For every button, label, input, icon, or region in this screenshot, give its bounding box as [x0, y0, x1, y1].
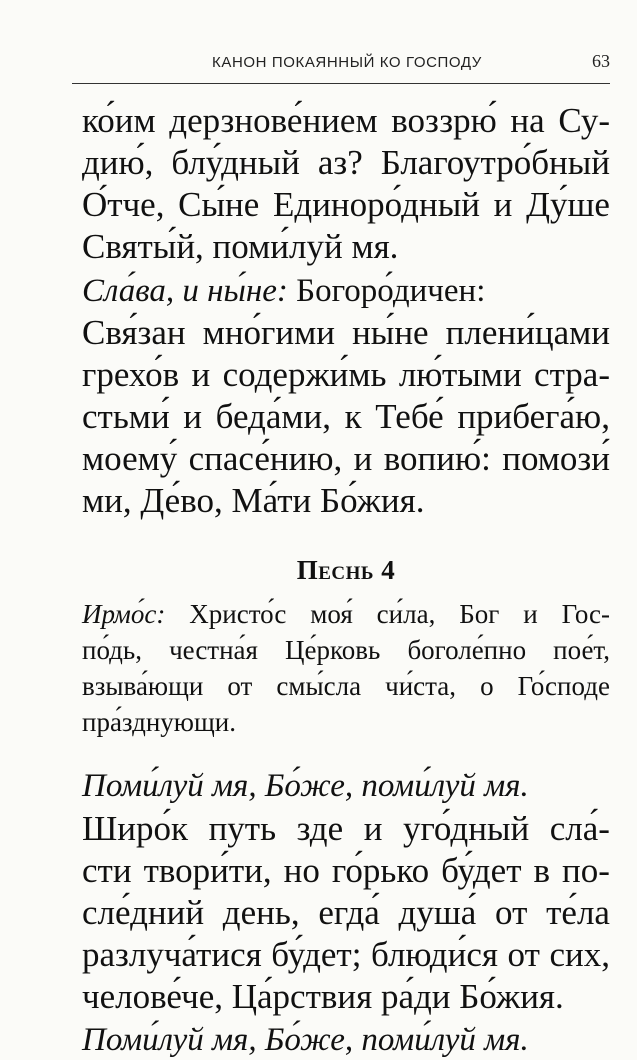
word: моему́	[82, 439, 178, 478]
word: Святы́й, поми́луй мя.	[82, 227, 399, 266]
word: бу́дет	[441, 851, 522, 890]
text-line	[82, 632, 610, 668]
gloria-text: Богоро́дичен:	[287, 273, 486, 309]
refrain-2: Поми́луй мя, Бо́же, поми́луй мя.	[82, 1022, 529, 1058]
text-line	[82, 850, 610, 892]
word: помози́	[502, 439, 610, 478]
word: чи́ста,	[385, 671, 457, 701]
word: твори́ти,	[143, 851, 272, 890]
text-line	[82, 438, 610, 480]
irmos-paragraph	[82, 596, 610, 740]
word: Це́рковь	[285, 635, 381, 665]
word: ми, Де́во, Ма́ти Бо́жия.	[82, 481, 425, 520]
word: сих,	[549, 935, 610, 974]
word: день,	[222, 893, 300, 932]
page-number: 63	[592, 51, 610, 71]
word: лю́тыми	[398, 355, 522, 394]
word: плени́цами	[445, 313, 610, 352]
word: и	[493, 185, 513, 224]
word: от	[507, 935, 540, 974]
word: Сы́не	[178, 185, 260, 224]
running-header	[72, 46, 610, 86]
word: на	[510, 101, 545, 140]
word: и	[183, 397, 203, 436]
word: дию́,	[82, 143, 154, 182]
word: разлуча́тися	[82, 935, 262, 974]
word: от	[227, 671, 253, 701]
word: спасе́нию,	[188, 439, 343, 478]
word: моя́	[310, 599, 353, 629]
page-body	[82, 100, 610, 1060]
word: по-	[562, 851, 610, 890]
running-title: КАНОН ПОКАЯННЫЙ КО ГОСПОДУ	[212, 54, 482, 71]
word: Су-	[558, 101, 610, 140]
word: Го́споде	[517, 671, 610, 701]
word: те́ла	[546, 893, 610, 932]
text-line	[82, 596, 610, 632]
word: честна́я	[169, 635, 258, 665]
word: ны́не	[352, 313, 429, 352]
text-line	[82, 184, 610, 226]
word: беда́ми,	[215, 397, 332, 436]
gloria-label: Сла́ва, и ны́не:	[82, 273, 288, 309]
text-line	[82, 100, 610, 142]
word: сти	[82, 851, 132, 890]
word: грехо́в	[82, 355, 180, 394]
word: пра́зднующи.	[82, 707, 236, 737]
word: уго́дный	[402, 809, 530, 848]
word: бу́дет;	[271, 935, 362, 974]
word: стра-	[534, 355, 610, 394]
word: содержи́мь	[222, 355, 387, 394]
text-line	[82, 808, 610, 850]
word: и	[191, 355, 211, 394]
text-line	[82, 892, 610, 934]
word: Благоутро́бный	[380, 143, 610, 182]
text-line	[82, 480, 610, 522]
word: ко́им	[82, 101, 156, 140]
word: боголе́пно	[407, 635, 527, 665]
paragraph-3	[82, 808, 610, 1018]
word: взыва́ющи	[82, 671, 204, 701]
word: челове́че, Ца́рствия ра́ди Бо́жия.	[82, 977, 564, 1016]
word: по́дь,	[82, 635, 142, 665]
word: си́ла,	[376, 599, 436, 629]
word: и	[523, 599, 538, 629]
refrain-1: Поми́луй мя, Бо́же, поми́луй мя.	[82, 768, 529, 804]
word: сла́-	[549, 809, 610, 848]
header-rule	[72, 83, 610, 84]
word: дерзнове́нием	[169, 101, 378, 140]
word: Бог	[459, 599, 500, 629]
word: мно́гими	[202, 313, 336, 352]
word: в	[533, 851, 551, 890]
paragraph-2	[82, 312, 610, 522]
text-line	[82, 226, 610, 268]
word: го́рько	[331, 851, 430, 890]
irmos-label: Ирмо́с:	[82, 599, 166, 629]
section-title: Песнь 4	[296, 555, 396, 585]
word: Ду́ше	[526, 185, 610, 224]
text-line	[82, 354, 610, 396]
word: путь	[208, 809, 277, 848]
text-line	[82, 976, 610, 1018]
word: и	[353, 439, 373, 478]
word: воззрю́	[391, 101, 497, 140]
word: от	[495, 893, 528, 932]
text-line	[82, 312, 610, 354]
word: душа́	[398, 893, 477, 932]
word: зде	[296, 809, 344, 848]
word: Гос-	[561, 599, 610, 629]
word: к	[344, 397, 362, 436]
word: о	[480, 671, 494, 701]
word: вопию́:	[383, 439, 491, 478]
word: но	[283, 851, 320, 890]
paragraph-1	[82, 100, 610, 268]
word: прибега́ю,	[457, 397, 610, 436]
text-line	[82, 934, 610, 976]
word: Широ́к	[82, 809, 189, 848]
word: аз?	[317, 143, 363, 182]
word: пое́т,	[553, 635, 610, 665]
word: блу́дный	[171, 143, 300, 182]
text-line	[82, 396, 610, 438]
gloria-line	[82, 270, 610, 312]
text-line	[82, 142, 610, 184]
word: Единоро́дный	[273, 185, 480, 224]
word: и	[363, 809, 383, 848]
text-line	[82, 668, 610, 704]
word: Тебе́	[375, 397, 444, 436]
word: О́тче,	[82, 185, 165, 224]
word: Свя́зан	[82, 313, 186, 352]
word: блюди́ся	[371, 935, 498, 974]
word: смы́сла	[276, 671, 362, 701]
word: Христо́с	[189, 599, 287, 629]
word: стьми́	[82, 397, 170, 436]
word: егда́	[318, 893, 380, 932]
text-line	[82, 704, 610, 740]
word: сле́дний	[82, 893, 205, 932]
